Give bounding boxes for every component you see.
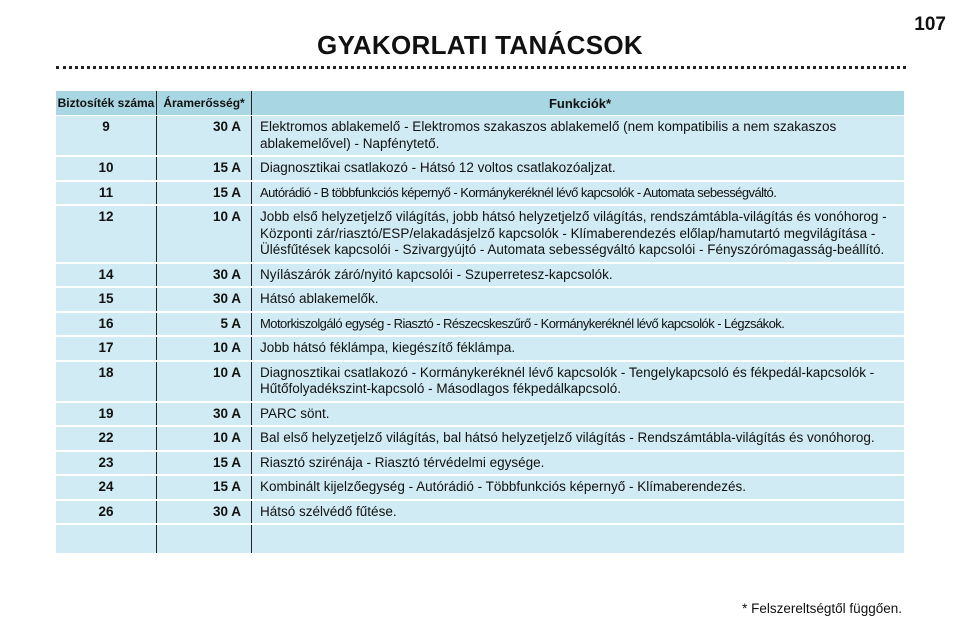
fuse-number: 14 <box>56 263 157 288</box>
fuse-functions: Hátsó ablakemelők. <box>252 287 905 312</box>
table-header-row <box>56 91 904 116</box>
fuse-number: 11 <box>56 181 157 206</box>
fuse-functions: Diagnosztikai csatlakozó - Kormánykeréknél lévő kapcsolók - Tengelykapcsoló és fékpedál-kapcsolók - Hűtőfolyadékszint-kapcsoló - Másodlagos fékpedálkapcsoló. <box>252 361 905 402</box>
table-row <box>56 181 904 206</box>
filler-cell <box>252 524 905 554</box>
filler-cell <box>157 524 252 554</box>
fuse-functions: Jobb hátsó féklámpa, kiegészítő féklámpa. <box>252 336 905 361</box>
footnote: * Felszereltségtől függően. <box>742 601 902 616</box>
table-row <box>56 451 904 476</box>
fuse-functions: Motorkiszolgáló egység - Riasztó - Részecskeszűrő - Kormánykeréknél lévő kapcsolók - Légzsákok. <box>252 312 905 337</box>
fuse-amperage: 5 A <box>157 312 252 337</box>
fuse-amperage: 30 A <box>157 500 252 525</box>
fuse-number: 12 <box>56 205 157 263</box>
fuse-amperage: 30 A <box>157 287 252 312</box>
fuse-amperage: 15 A <box>157 451 252 476</box>
table-row <box>56 156 904 181</box>
fuse-amperage: 10 A <box>157 426 252 451</box>
table-row <box>56 500 904 525</box>
table-row <box>56 312 904 337</box>
fuse-number: 26 <box>56 500 157 525</box>
fuse-functions: Bal első helyzetjelző világítás, bal hátsó helyzetjelző világítás - Rendszámtábla-világítás és vonóhorog. <box>252 426 905 451</box>
header-functions: Funkciók* <box>252 91 905 116</box>
fuse-amperage: 15 A <box>157 475 252 500</box>
table-row <box>56 402 904 427</box>
table-row <box>56 287 904 312</box>
fuse-functions: Nyílászárók záró/nyitó kapcsolói - Szuperretesz-kapcsolók. <box>252 263 905 288</box>
header-amperage: Áramerősség* <box>157 91 252 116</box>
header-fuse-number: Biztosíték száma <box>56 91 157 116</box>
fuse-number: 23 <box>56 451 157 476</box>
fuse-number: 22 <box>56 426 157 451</box>
fuse-number: 24 <box>56 475 157 500</box>
table-row <box>56 116 904 157</box>
fuse-number: 15 <box>56 287 157 312</box>
fuse-amperage: 15 A <box>157 181 252 206</box>
fuse-number: 18 <box>56 361 157 402</box>
filler-cell <box>56 524 157 554</box>
fuse-functions: Autórádió - B többfunkciós képernyő - Kormánykeréknél lévő kapcsolók - Automata sebességváltó. <box>252 181 905 206</box>
table-row <box>56 263 904 288</box>
fuse-table <box>56 91 904 555</box>
fuse-functions: Riasztó szirénája - Riasztó térvédelmi egysége. <box>252 451 905 476</box>
table-row <box>56 205 904 263</box>
dotted-divider <box>56 66 906 69</box>
fuse-amperage: 15 A <box>157 156 252 181</box>
fuse-functions: Diagnosztikai csatlakozó - Hátsó 12 voltos csatlakozóaljzat. <box>252 156 905 181</box>
page-number: 107 <box>914 14 946 35</box>
fuse-number: 10 <box>56 156 157 181</box>
fuse-functions: Kombinált kijelzőegység - Autórádió - Többfunkciós képernyő - Klímaberendezés. <box>252 475 905 500</box>
fuse-amperage: 30 A <box>157 263 252 288</box>
fuse-amperage: 30 A <box>157 402 252 427</box>
fuse-functions: PARC sönt. <box>252 402 905 427</box>
table-row <box>56 426 904 451</box>
page-title: GYAKORLATI TANÁCSOK <box>317 30 643 60</box>
table-row <box>56 475 904 500</box>
fuse-functions: Jobb első helyzetjelző világítás, jobb hátsó helyzetjelző világítás, rendszámtábla-világítás és vonóhorog - Központi zár/riasztó/ESP/elakadásjelző kapcsolók - Klímaberendezés előlap/hamutartó megvilágítása - Ülésfűtések kapcsolói - Szivargyújtó - Automata sebességváltó kapcsolói - Fényszórómagasság-beállító. <box>252 205 905 263</box>
fuse-number: 19 <box>56 402 157 427</box>
fuse-number: 16 <box>56 312 157 337</box>
fuse-amperage: 30 A <box>157 116 252 157</box>
table-row <box>56 336 904 361</box>
fuse-amperage: 10 A <box>157 361 252 402</box>
fuse-functions: Hátsó szélvédő fűtése. <box>252 500 905 525</box>
fuse-number: 17 <box>56 336 157 361</box>
fuse-number: 9 <box>56 116 157 157</box>
table-filler-row <box>56 524 904 554</box>
fuse-amperage: 10 A <box>157 336 252 361</box>
fuse-amperage: 10 A <box>157 205 252 263</box>
fuse-functions: Elektromos ablakemelő - Elektromos szakaszos ablakemelő (nem kompatibilis a nem szakaszos ablakemelővel) - Napfénytető. <box>252 116 905 157</box>
table-row <box>56 361 904 402</box>
